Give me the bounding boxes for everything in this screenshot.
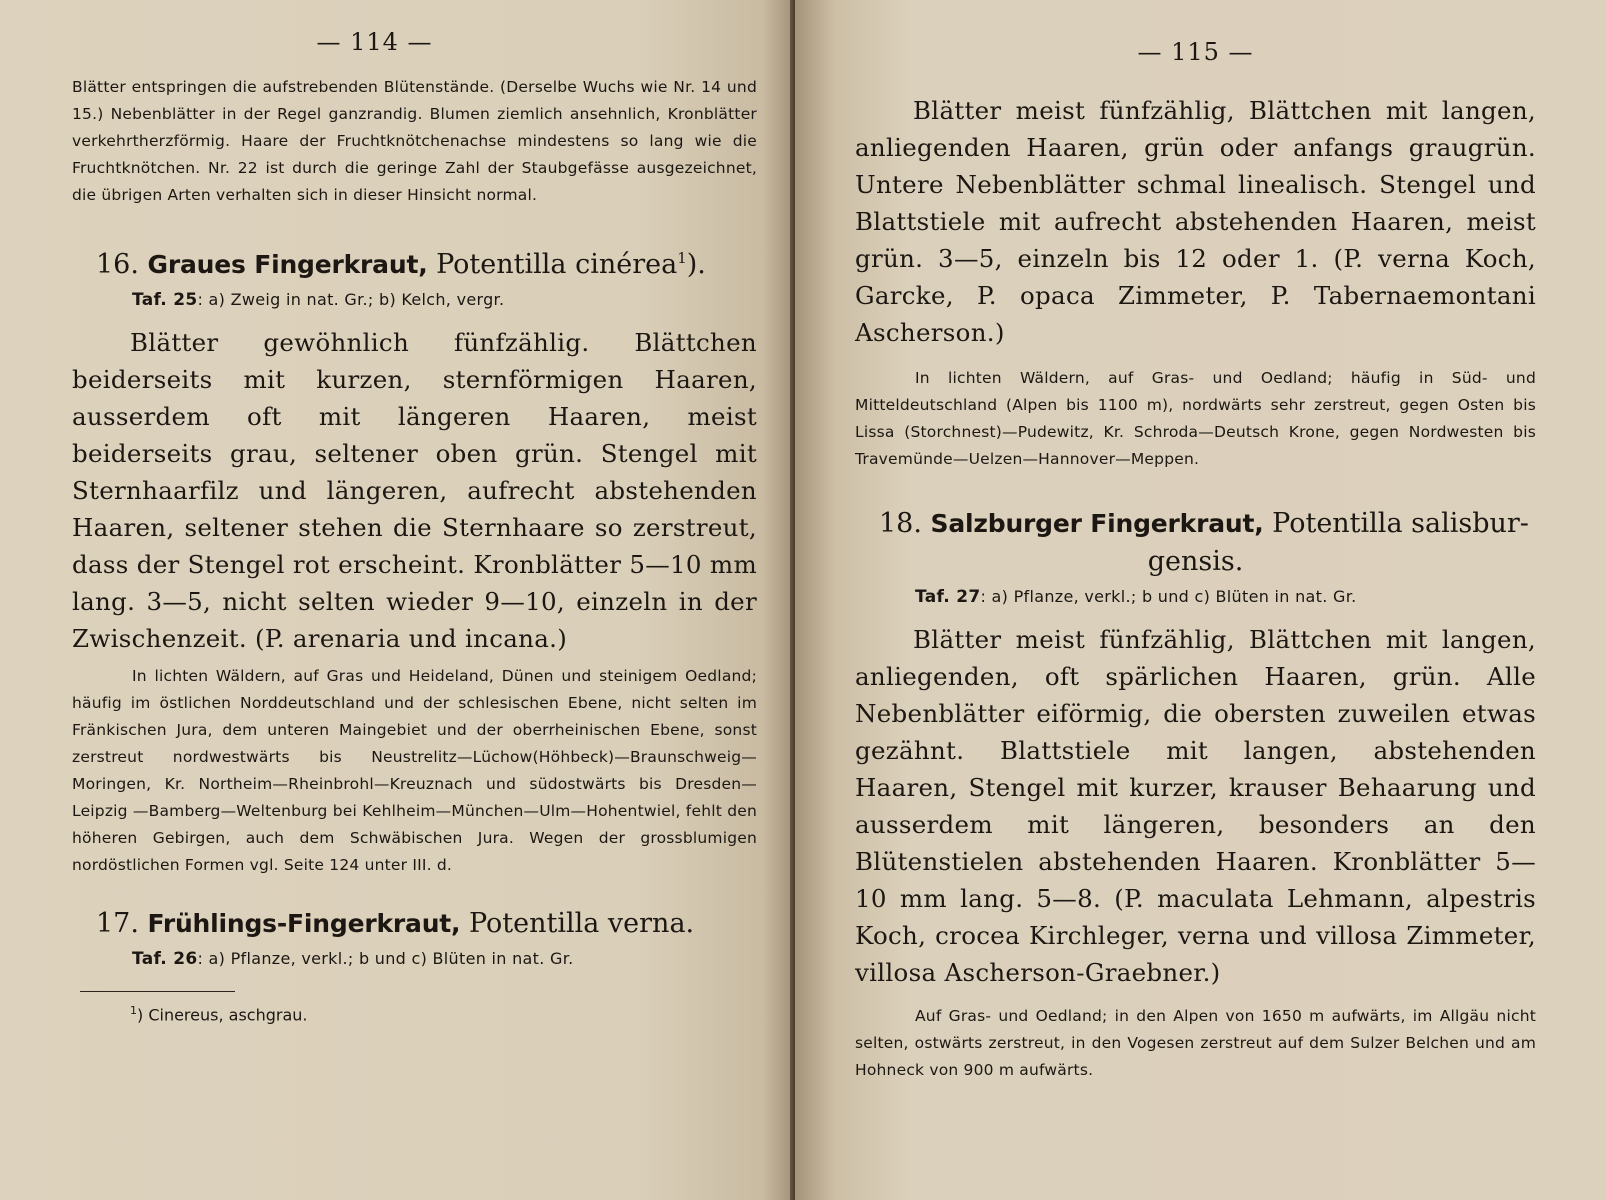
entry-17-heading — [72, 905, 757, 943]
entry-17-latin-name: Potentilla verna. — [468, 908, 695, 939]
footnote-mark: 1 — [130, 1004, 137, 1017]
entry-17-habitat: In lichten Wäldern, auf Gras- und Oedland; häufig in Süd- und Mitteldeutschland (Alpen bis 1100 m), nordwärts sehr zerstreut, gegen Osten bis Lissa (Storchnest)—Pudewitz, Kr. Schroda—Deutsch Krone, gegen Nordwesten bis Travemünde—Uelzen—Hannover—Meppen. — [855, 369, 1536, 468]
entry-17-plate-text: : a) Pflanze, verkl.; b und c) Blüten in nat. Gr. — [197, 949, 574, 968]
footnote-divider — [80, 991, 235, 992]
entry-18-habitat: Auf Gras- und Oedland; in den Alpen von 1650 m aufwärts, im Allgäu nicht selten, ostwärts zerstreut, in den Vogesen zerstreut auf dem Sulzer Belchen und am Hohneck von 900 m aufwärts. — [855, 1007, 1536, 1079]
entry-16-number: 16. — [96, 249, 139, 280]
entry-17-plate-ref — [132, 949, 757, 969]
entry-18-heading — [855, 505, 1536, 543]
entry-16-footnote-mark: 1 — [677, 249, 687, 267]
entry-18-plate-label: Taf. 27 — [915, 587, 981, 607]
entry-18-number: 18. — [879, 508, 922, 539]
entry-18-plate-text: : a) Pflanze, verkl.; b und c) Blüten in nat. Gr. — [980, 587, 1357, 606]
entry-18-german-name: Salzburger Fingerkraut, — [930, 509, 1264, 538]
entry-18-description: Blätter meist fünfzählig, Blättchen mit langen, anliegenden, oft spärlichen Haaren, grün. Alle Nebenblätter eiförmig, die obersten zuweilen etwas gezähnt. Blattstiele mit langen, abstehenden Haaren, Stengel mit kurzer, krauser Behaarung und ausserdem mit längeren, besonders an den Blütenstielen abstehenden Haaren. Kronblätter 5—10 mm lang. 5—8. (P. maculata Lehmann, alpestris Koch, crocea Kirchleger, verna und villosa Zimmeter, villosa Ascherson-Graebner.) — [855, 625, 1536, 987]
left-page — [0, 0, 795, 1200]
entry-18-latin-name: Potentilla salisbur- — [1272, 508, 1529, 539]
entry-17-description: Blätter meist fünfzählig, Blättchen mit langen, anliegenden Haaren, grün oder anfangs graugrün. Untere Nebenblätter schmal linealisch. Stengel und Blattstiele mit aufrecht abstehenden Haaren, meist grün. 3—5, einzeln bis 12 oder 1. (P. verna Koch, Garcke, P. opaca Zimmeter, P. Tabernaemontani Ascherson.) — [855, 96, 1536, 347]
entry-16-description: Blätter gewöhnlich fünfzählig. Blättchen beiderseits mit kurzen, sternförmigen Haaren, ausserdem oft mit längeren Haaren, meist beiderseits grau, seltener oben grün. Stengel mit Sternhaarfilz und längeren, aufrecht abstehenden Haaren, seltener stehen die Sternhaare so zerstreut, dass der Stengel rot erscheint. Kronblätter 5—10 mm lang. 3—5, nicht selten wieder 9—10, einzeln in der Zwischenzeit. (P. arenaria und incana.) — [72, 328, 757, 653]
footnote-text: ) Cinereus, aschgrau. — [137, 1005, 308, 1025]
entry-18-plate-ref — [915, 587, 1536, 607]
entry-16-habitat: In lichten Wäldern, auf Gras und Heideland, Dünen und steinigem Oedland; häufig im östlichen Norddeutschland und der schlesischen Ebene, nicht selten im Fränkischen Jura, dem unteren Maingebiet und der oberrheinischen Ebene, sonst zerstreut nordwestwärts bis Neustrelitz—Lüchow(Höhbeck)—Braunschweig—Moringen, Kr. Northeim—Rheinbrohl—Kreuznach und südostwärts bis Dresden—Leipzig —Bamberg—Weltenburg bei Kehlheim—München—Ulm—Hohentwiel, fehlt den höheren Gebirgen, auch dem Schwäbischen Jura. Wegen der grossblumigen nordöstlichen Formen vgl. Seite 124 unter III. d. — [72, 667, 757, 874]
entry-16-plate-text: : a) Zweig in nat. Gr.; b) Kelch, vergr. — [197, 290, 505, 309]
entry-16-heading — [72, 239, 757, 284]
entry-16-latin-name: Potentilla cinérea — [436, 249, 678, 280]
page-number-right: — 115 — — [1137, 38, 1254, 66]
entry-16-plate-ref — [132, 290, 757, 310]
entry-17-plate-label: Taf. 26 — [132, 949, 198, 969]
entry-16-german-name: Graues Fingerkraut, — [147, 250, 428, 279]
entry-18-latin-continuation: gensis. — [1147, 546, 1244, 577]
entry-16-plate-label: Taf. 25 — [132, 290, 198, 310]
entry-17-german-name: Frühlings-Fingerkraut, — [147, 909, 461, 938]
footnote — [130, 1004, 757, 1024]
page-number-left: — 114 — — [316, 28, 433, 56]
entry-16-latin-end: ). — [686, 249, 706, 280]
right-page — [795, 0, 1606, 1200]
intro-paragraph: Blätter entspringen die aufstrebenden Blütenstände. (Derselbe Wuchs wie Nr. 14 und 15.) Nebenblätter in der Regel ganzrandig. Blumen ziemlich ansehnlich, Kronblätter verkehrtherzförmig. Haare der Fruchtknötchenachse mindestens so lang wie die Fruchtknötchen. Nr. 22 ist durch die geringe Zahl der Staubgefässe ausgezeichnet, die übrigen Arten verhalten sich in dieser Hinsicht normal. — [72, 78, 757, 204]
entry-17-number: 17. — [96, 908, 139, 939]
